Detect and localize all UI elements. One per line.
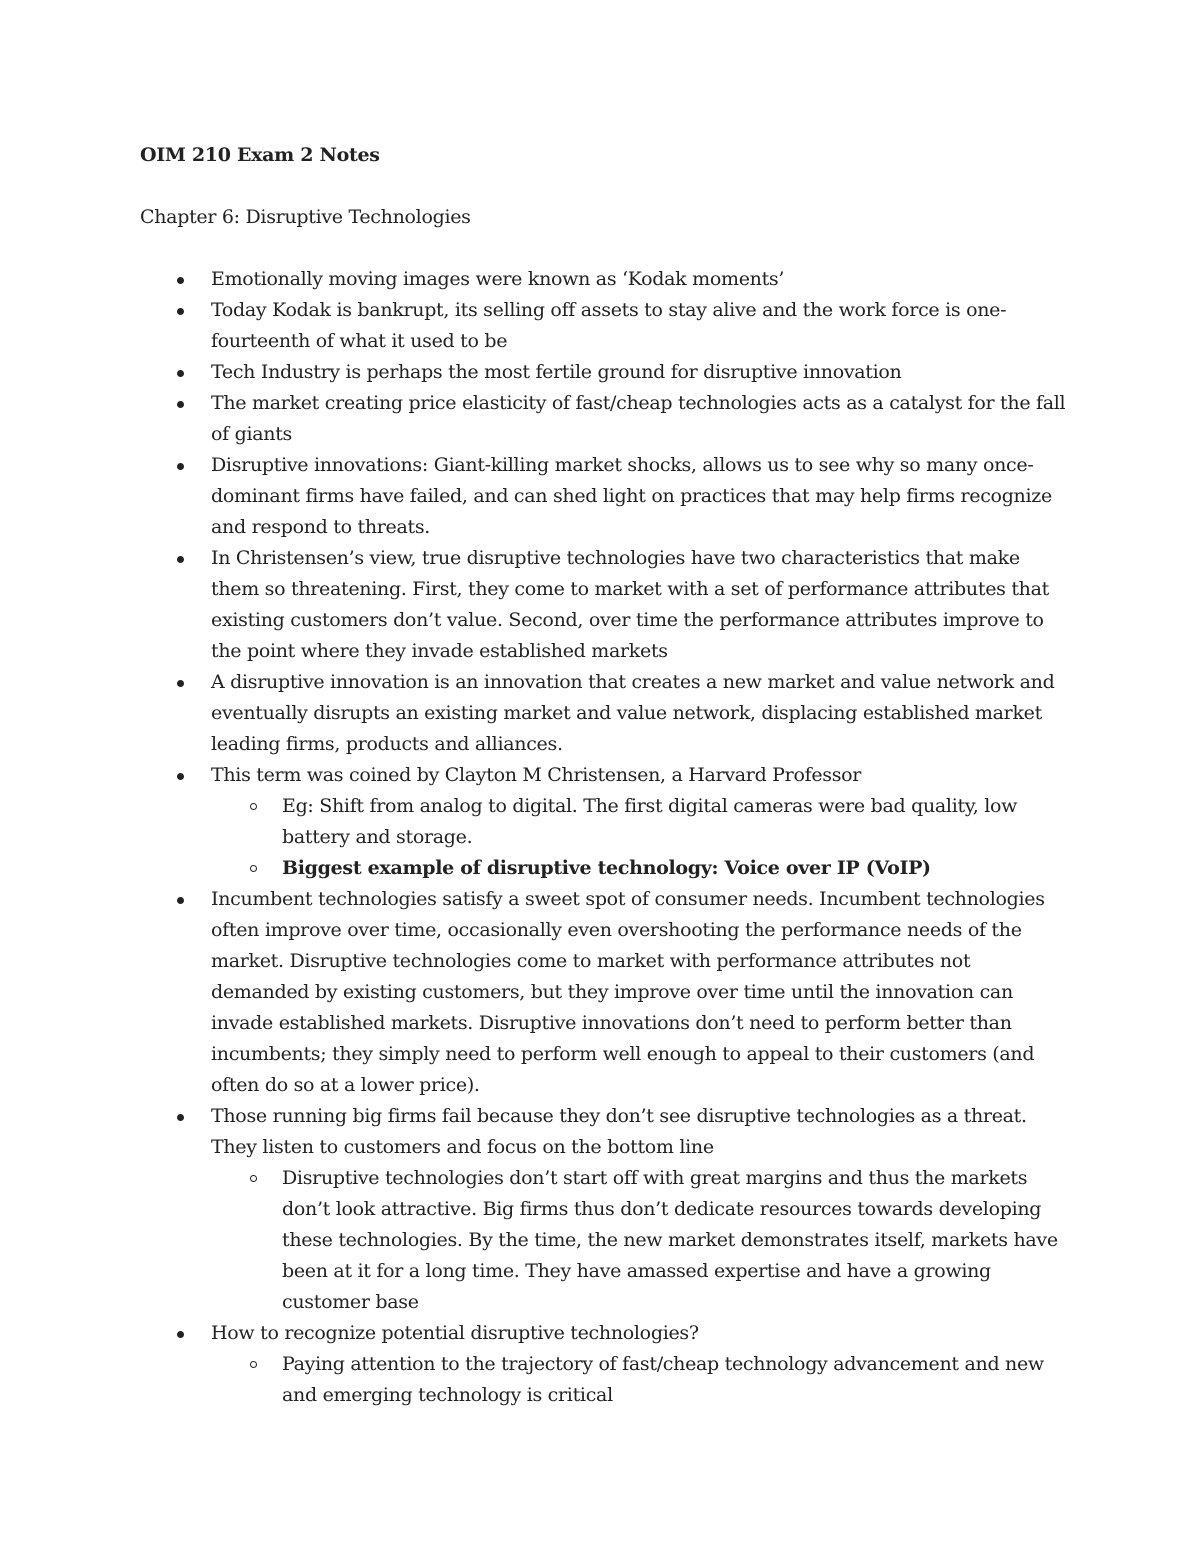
list-item bbox=[140, 1101, 1070, 1318]
sub-list-item-text: Paying attention to the trajectory of fast/cheap technology advancement and new and emerging technology is critical bbox=[282, 1353, 1044, 1406]
sub-list-item bbox=[140, 1349, 1070, 1411]
list-item bbox=[140, 357, 1070, 388]
bullet-icon bbox=[177, 370, 184, 377]
list-item-text: The market creating price elasticity of fast/cheap technologies acts as a catalyst for the fall of giants bbox=[211, 392, 1066, 445]
circle-bullet-icon bbox=[250, 803, 257, 810]
chapter-heading: Chapter 6: Disruptive Technologies bbox=[140, 206, 471, 228]
sub-list-item bbox=[140, 791, 1070, 853]
list-item bbox=[140, 388, 1070, 450]
bullet-icon bbox=[177, 1114, 184, 1121]
bullet-icon bbox=[177, 277, 184, 284]
bullet-icon bbox=[177, 1331, 184, 1338]
list-item-text: This term was coined by Clayton M Christensen, a Harvard Professor bbox=[211, 764, 862, 786]
bullet-icon bbox=[177, 463, 184, 470]
list-item-text: Emotionally moving images were known as ‘Kodak moments’ bbox=[211, 268, 785, 290]
sub-list-item bbox=[140, 1163, 1070, 1318]
list-item-text: How to recognize potential disruptive technologies? bbox=[211, 1322, 699, 1344]
list-item bbox=[140, 295, 1070, 357]
list-item-text: Tech Industry is perhaps the most fertile ground for disruptive innovation bbox=[211, 361, 902, 383]
sub-bullet-list bbox=[211, 791, 1070, 884]
list-item-text: In Christensen’s view, true disruptive technologies have two characteristics that make them so threatening. First, they come to market with a set of performance attributes that existing customers don’t value. Second, over time the performance attributes improve to the point where they invade established markets bbox=[211, 547, 1049, 662]
sub-bullet-list bbox=[211, 1163, 1070, 1318]
list-item bbox=[140, 667, 1070, 760]
bullet-icon bbox=[177, 401, 184, 408]
list-item-text: Today Kodak is bankrupt, its selling off assets to stay alive and the work force is one-fourteenth of what it used to be bbox=[211, 299, 1007, 352]
list-item bbox=[140, 884, 1070, 1101]
circle-bullet-icon bbox=[250, 865, 257, 872]
sub-list-item bbox=[140, 853, 1070, 884]
sub-list-item-text: Eg: Shift from analog to digital. The first digital cameras were bad quality, low battery and storage. bbox=[282, 795, 1018, 848]
list-item-text: Incumbent technologies satisfy a sweet spot of consumer needs. Incumbent technologies often improve over time, occasionally even overshooting the performance needs of the market. Disruptive technologies come to market with performance attributes not demanded by existing customers, but they improve over time until the innovation can invade established markets. Disruptive innovations don’t need to perform better than incumbents; they simply need to perform well enough to appeal to their customers (and often do so at a lower price). bbox=[211, 888, 1045, 1096]
sub-bullet-list bbox=[211, 1349, 1070, 1411]
list-item-text: Disruptive innovations: Giant-killing market shocks, allows us to see why so many once-dominant firms have failed, and can shed light on practices that may help firms recognize and respond to threats. bbox=[211, 454, 1052, 538]
list-item bbox=[140, 760, 1070, 884]
circle-bullet-icon bbox=[250, 1175, 257, 1182]
circle-bullet-icon bbox=[250, 1361, 257, 1368]
list-item bbox=[140, 1318, 1070, 1411]
list-item-text: A disruptive innovation is an innovation that creates a new market and value network and eventually disrupts an existing market and value network, displacing established market leading firms, products and alliances. bbox=[211, 671, 1055, 755]
list-item bbox=[140, 264, 1070, 295]
document-title: OIM 210 Exam 2 Notes bbox=[140, 144, 380, 166]
bullet-icon bbox=[177, 773, 184, 780]
bullet-icon bbox=[177, 897, 184, 904]
list-item bbox=[140, 543, 1070, 667]
document-page bbox=[140, 140, 1070, 1411]
bullet-icon bbox=[177, 308, 184, 315]
sub-list-item-text-bold: Biggest example of disruptive technology: Voice over IP (VoIP) bbox=[282, 857, 931, 879]
bullet-icon bbox=[177, 556, 184, 563]
list-item bbox=[140, 450, 1070, 543]
list-item-text: Those running big firms fail because they don’t see disruptive technologies as a threat. They listen to customers and focus on the bottom line bbox=[211, 1105, 1027, 1158]
sub-list-item-text: Disruptive technologies don’t start off with great margins and thus the markets don’t look attractive. Big firms thus don’t dedicate resources towards developing these technologies. By the time, the new market demonstrates itself, markets have been at it for a long time. They have amassed expertise and have a growing customer base bbox=[282, 1167, 1058, 1313]
bullet-icon bbox=[177, 680, 184, 687]
bullet-list bbox=[140, 264, 1070, 1411]
